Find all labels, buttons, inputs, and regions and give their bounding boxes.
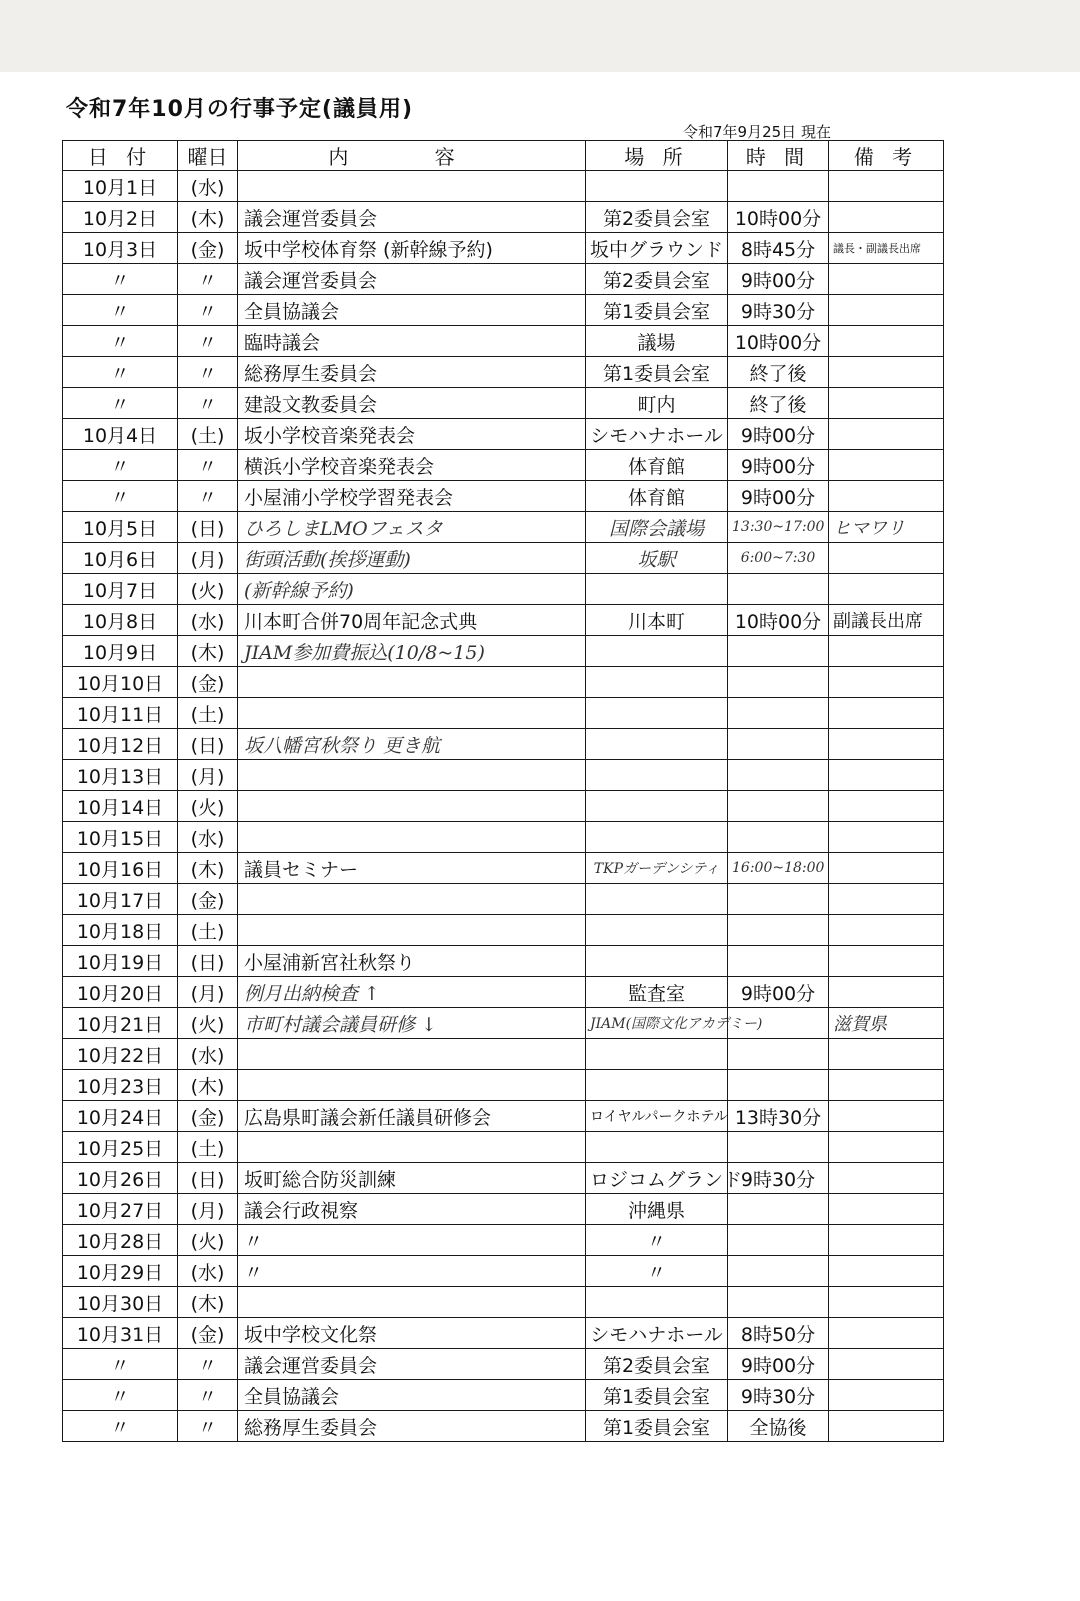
cell-day: (金) — [178, 233, 238, 264]
cell-content: 〃 — [238, 1256, 586, 1287]
cell-content — [238, 822, 586, 853]
cell-content: 街頭活動(挨拶運動) — [238, 543, 586, 574]
column-header-time: 時 間 — [728, 141, 829, 171]
cell-place: 第1委員会室 — [586, 1380, 728, 1411]
cell-day: 〃 — [178, 481, 238, 512]
cell-content: 広島県町議会新任議員研修会 — [238, 1101, 586, 1132]
table-row — [63, 760, 944, 791]
cell-content: 小屋浦小学校学習発表会 — [238, 481, 586, 512]
cell-place: 第2委員会室 — [586, 264, 728, 295]
cell-day: (木) — [178, 1287, 238, 1318]
cell-content: 小屋浦新宮社秋祭り — [238, 946, 586, 977]
cell-time: 9時30分 — [728, 1380, 829, 1411]
cell-time — [728, 1070, 829, 1101]
header-row — [63, 141, 944, 171]
table-row — [63, 1411, 944, 1442]
cell-day: (火) — [178, 1225, 238, 1256]
table-row — [63, 853, 944, 884]
table-row — [63, 512, 944, 543]
table-row — [63, 915, 944, 946]
cell-time — [728, 171, 829, 202]
cell-date: 10月8日 — [63, 605, 178, 636]
cell-place: TKPガーデンシティ — [586, 853, 728, 884]
cell-date: 10月10日 — [63, 667, 178, 698]
schedule-body — [63, 171, 944, 1442]
cell-date: 10月26日 — [63, 1163, 178, 1194]
cell-date: 10月23日 — [63, 1070, 178, 1101]
cell-place: 第1委員会室 — [586, 357, 728, 388]
table-row — [63, 1039, 944, 1070]
cell-day: (日) — [178, 1163, 238, 1194]
cell-time — [728, 1194, 829, 1225]
cell-content — [238, 760, 586, 791]
cell-place — [586, 1287, 728, 1318]
cell-content: 総務厚生委員会 — [238, 357, 586, 388]
table-row — [63, 729, 944, 760]
cell-note — [829, 1411, 944, 1442]
cell-note — [829, 1318, 944, 1349]
cell-note — [829, 1349, 944, 1380]
cell-day: (金) — [178, 884, 238, 915]
cell-place: ロイヤルパークホテル — [586, 1101, 728, 1132]
cell-content: 全員協議会 — [238, 295, 586, 326]
cell-date: 10月21日 — [63, 1008, 178, 1039]
cell-place: 体育館 — [586, 481, 728, 512]
cell-date: 10月15日 — [63, 822, 178, 853]
cell-date: 〃 — [63, 1349, 178, 1380]
cell-place — [586, 791, 728, 822]
cell-day: (日) — [178, 946, 238, 977]
cell-day: 〃 — [178, 357, 238, 388]
table-row — [63, 326, 944, 357]
cell-date: 10月3日 — [63, 233, 178, 264]
cell-content: 坂町総合防災訓練 — [238, 1163, 586, 1194]
cell-day: (土) — [178, 1132, 238, 1163]
cell-date: 10月22日 — [63, 1039, 178, 1070]
cell-content — [238, 791, 586, 822]
cell-time: 6:00~7:30 — [728, 543, 829, 574]
cell-day: (日) — [178, 729, 238, 760]
cell-day: (木) — [178, 636, 238, 667]
table-row — [63, 481, 944, 512]
table-row — [63, 543, 944, 574]
column-header-day: 曜日 — [178, 141, 238, 171]
cell-note — [829, 853, 944, 884]
table-row — [63, 1349, 944, 1380]
cell-note: ヒマワリ — [829, 512, 944, 543]
cell-content: 横浜小学校音楽発表会 — [238, 450, 586, 481]
cell-content: 坂小学校音楽発表会 — [238, 419, 586, 450]
table-row — [63, 605, 944, 636]
cell-note — [829, 171, 944, 202]
cell-note — [829, 977, 944, 1008]
cell-note — [829, 636, 944, 667]
cell-day: 〃 — [178, 264, 238, 295]
table-row — [63, 419, 944, 450]
table-row — [63, 1380, 944, 1411]
table-row — [63, 295, 944, 326]
cell-content — [238, 1070, 586, 1101]
cell-time — [728, 915, 829, 946]
table-row — [63, 977, 944, 1008]
cell-content — [238, 171, 586, 202]
cell-time: 10時00分 — [728, 202, 829, 233]
cell-date: 10月19日 — [63, 946, 178, 977]
cell-note — [829, 1225, 944, 1256]
cell-day: (土) — [178, 698, 238, 729]
cell-place: シモハナホール — [586, 1318, 728, 1349]
cell-place: シモハナホール — [586, 419, 728, 450]
cell-place — [586, 667, 728, 698]
cell-date: 10月1日 — [63, 171, 178, 202]
cell-date: 10月31日 — [63, 1318, 178, 1349]
cell-note: 議長・副議長出席 — [829, 233, 944, 264]
cell-time — [728, 636, 829, 667]
cell-note — [829, 1070, 944, 1101]
cell-time — [728, 1256, 829, 1287]
cell-note — [829, 357, 944, 388]
table-row — [63, 884, 944, 915]
cell-note — [829, 202, 944, 233]
cell-time: 13:30~17:00 — [728, 512, 829, 543]
cell-place — [586, 1039, 728, 1070]
cell-day: (水) — [178, 1256, 238, 1287]
cell-date: 〃 — [63, 481, 178, 512]
cell-day: (木) — [178, 853, 238, 884]
cell-day: (日) — [178, 512, 238, 543]
cell-content: 建設文教委員会 — [238, 388, 586, 419]
cell-day: (木) — [178, 202, 238, 233]
cell-date: 〃 — [63, 326, 178, 357]
table-row — [63, 171, 944, 202]
cell-date: 10月12日 — [63, 729, 178, 760]
cell-content — [238, 1039, 586, 1070]
cell-date: 10月11日 — [63, 698, 178, 729]
cell-date: 10月13日 — [63, 760, 178, 791]
cell-day: 〃 — [178, 450, 238, 481]
cell-content: 議会運営委員会 — [238, 202, 586, 233]
cell-day: (火) — [178, 574, 238, 605]
table-row — [63, 1132, 944, 1163]
cell-content: 川本町合併70周年記念式典 — [238, 605, 586, 636]
cell-day: (月) — [178, 760, 238, 791]
cell-content: 坂中学校体育祭 (新幹線予約) — [238, 233, 586, 264]
cell-day: (水) — [178, 171, 238, 202]
table-row — [63, 450, 944, 481]
cell-time: 10時00分 — [728, 326, 829, 357]
cell-place: 〃 — [586, 1256, 728, 1287]
cell-note — [829, 946, 944, 977]
cell-day: 〃 — [178, 1411, 238, 1442]
cell-note — [829, 1380, 944, 1411]
column-header-place: 場 所 — [586, 141, 728, 171]
document-title: 令和7年10月の行事予定(議員用) — [66, 97, 414, 122]
cell-day: (木) — [178, 1070, 238, 1101]
cell-date: 10月17日 — [63, 884, 178, 915]
cell-content — [238, 1132, 586, 1163]
cell-content — [238, 915, 586, 946]
cell-time: 8時45分 — [728, 233, 829, 264]
cell-day: (火) — [178, 791, 238, 822]
table-row — [63, 667, 944, 698]
cell-place: 〃 — [586, 1225, 728, 1256]
cell-time: 9時00分 — [728, 977, 829, 1008]
table-row — [63, 822, 944, 853]
cell-time: 9時00分 — [728, 419, 829, 450]
table-row — [63, 791, 944, 822]
cell-place — [586, 1070, 728, 1101]
cell-day: (金) — [178, 1318, 238, 1349]
table-row — [63, 946, 944, 977]
cell-note — [829, 388, 944, 419]
cell-content: 総務厚生委員会 — [238, 1411, 586, 1442]
cell-day: (水) — [178, 822, 238, 853]
cell-date: 〃 — [63, 357, 178, 388]
cell-place — [586, 636, 728, 667]
cell-note — [829, 667, 944, 698]
table-row — [63, 202, 944, 233]
cell-note — [829, 791, 944, 822]
cell-note: 滋賀県 — [829, 1008, 944, 1039]
cell-content: ひろしまLMOフェスタ — [238, 512, 586, 543]
cell-time — [728, 1039, 829, 1070]
cell-place — [586, 574, 728, 605]
cell-place: 沖縄県 — [586, 1194, 728, 1225]
cell-day: (水) — [178, 605, 238, 636]
cell-date: 10月7日 — [63, 574, 178, 605]
cell-time — [728, 574, 829, 605]
cell-place: 町内 — [586, 388, 728, 419]
cell-place — [586, 760, 728, 791]
table-row — [63, 233, 944, 264]
cell-date: 10月2日 — [63, 202, 178, 233]
cell-note — [829, 1194, 944, 1225]
cell-content: 全員協議会 — [238, 1380, 586, 1411]
cell-place: 第2委員会室 — [586, 1349, 728, 1380]
cell-place — [586, 946, 728, 977]
cell-note — [829, 481, 944, 512]
cell-time: 9時00分 — [728, 450, 829, 481]
table-row — [63, 357, 944, 388]
cell-day: (月) — [178, 1194, 238, 1225]
cell-time — [728, 1287, 829, 1318]
cell-content: (新幹線予約) — [238, 574, 586, 605]
cell-date: 10月4日 — [63, 419, 178, 450]
table-row — [63, 388, 944, 419]
cell-date: 10月25日 — [63, 1132, 178, 1163]
cell-date: 10月24日 — [63, 1101, 178, 1132]
cell-date: 10月9日 — [63, 636, 178, 667]
cell-time: 10時00分 — [728, 605, 829, 636]
cell-content: JIAM参加費振込(10/8~15) — [238, 636, 586, 667]
table-row — [63, 1225, 944, 1256]
cell-date: 10月27日 — [63, 1194, 178, 1225]
column-header-note: 備 考 — [829, 141, 944, 171]
cell-date: 10月5日 — [63, 512, 178, 543]
table-row — [63, 574, 944, 605]
cell-time — [728, 760, 829, 791]
cell-date: 〃 — [63, 264, 178, 295]
cell-content — [238, 884, 586, 915]
cell-time: 9時00分 — [728, 264, 829, 295]
table-row — [63, 1163, 944, 1194]
cell-day: (金) — [178, 667, 238, 698]
cell-place: 国際会議場 — [586, 512, 728, 543]
cell-day: 〃 — [178, 295, 238, 326]
cell-content: 臨時議会 — [238, 326, 586, 357]
cell-note — [829, 450, 944, 481]
table-row — [63, 698, 944, 729]
cell-content — [238, 698, 586, 729]
cell-note — [829, 326, 944, 357]
cell-content — [238, 1287, 586, 1318]
cell-note — [829, 1039, 944, 1070]
cell-time: 8時50分 — [728, 1318, 829, 1349]
cell-time — [728, 791, 829, 822]
cell-time — [728, 884, 829, 915]
cell-place: 坂駅 — [586, 543, 728, 574]
table-row — [63, 1070, 944, 1101]
cell-place: 監査室 — [586, 977, 728, 1008]
cell-date: 10月20日 — [63, 977, 178, 1008]
cell-time: 終了後 — [728, 388, 829, 419]
cell-date: 〃 — [63, 388, 178, 419]
cell-place — [586, 915, 728, 946]
cell-place — [586, 884, 728, 915]
table-row — [63, 1194, 944, 1225]
cell-day: (水) — [178, 1039, 238, 1070]
cell-place: 第1委員会室 — [586, 1411, 728, 1442]
cell-place — [586, 171, 728, 202]
cell-note — [829, 1163, 944, 1194]
cell-time — [728, 1225, 829, 1256]
cell-time — [728, 822, 829, 853]
cell-place — [586, 729, 728, 760]
cell-day: (月) — [178, 977, 238, 1008]
table-row — [63, 1101, 944, 1132]
cell-place: ロジコムグランド — [586, 1163, 728, 1194]
cell-time — [728, 729, 829, 760]
cell-note — [829, 419, 944, 450]
cell-place — [586, 698, 728, 729]
cell-content: 議員セミナー — [238, 853, 586, 884]
cell-date: 〃 — [63, 295, 178, 326]
cell-time: 9時30分 — [728, 1163, 829, 1194]
cell-time — [728, 667, 829, 698]
cell-place: JIAM(国際文化アカデミー) — [586, 1008, 728, 1039]
cell-content: 議会運営委員会 — [238, 264, 586, 295]
cell-note — [829, 884, 944, 915]
cell-note — [829, 760, 944, 791]
cell-time: 9時00分 — [728, 1349, 829, 1380]
cell-note — [829, 574, 944, 605]
cell-note — [829, 543, 944, 574]
cell-date: 10月28日 — [63, 1225, 178, 1256]
cell-date: 10月30日 — [63, 1287, 178, 1318]
cell-content: 例月出納検査 ↑ — [238, 977, 586, 1008]
table-row — [63, 1256, 944, 1287]
cell-time — [728, 698, 829, 729]
cell-time: 全協後 — [728, 1411, 829, 1442]
cell-day: 〃 — [178, 1380, 238, 1411]
cell-date: 〃 — [63, 1411, 178, 1442]
table-row — [63, 636, 944, 667]
cell-day: (金) — [178, 1101, 238, 1132]
cell-place: 第1委員会室 — [586, 295, 728, 326]
cell-day: (火) — [178, 1008, 238, 1039]
table-row — [63, 1318, 944, 1349]
cell-note — [829, 698, 944, 729]
cell-note — [829, 264, 944, 295]
cell-note — [829, 1132, 944, 1163]
cell-note — [829, 295, 944, 326]
column-header-content: 内 容 — [238, 141, 586, 171]
cell-content: 坂中学校文化祭 — [238, 1318, 586, 1349]
cell-day: 〃 — [178, 388, 238, 419]
cell-date: 10月14日 — [63, 791, 178, 822]
cell-day: (土) — [178, 419, 238, 450]
cell-content: 議会運営委員会 — [238, 1349, 586, 1380]
cell-time: 9時00分 — [728, 481, 829, 512]
cell-time — [728, 946, 829, 977]
cell-note — [829, 1256, 944, 1287]
cell-note — [829, 729, 944, 760]
cell-day: 〃 — [178, 1349, 238, 1380]
cell-place: 第2委員会室 — [586, 202, 728, 233]
table-row — [63, 1008, 944, 1039]
cell-note: 副議長出席 — [829, 605, 944, 636]
cell-place — [586, 1132, 728, 1163]
cell-note — [829, 915, 944, 946]
cell-day: 〃 — [178, 326, 238, 357]
cell-place — [586, 822, 728, 853]
schedule-table — [62, 140, 944, 1442]
cell-content — [238, 667, 586, 698]
cell-place: 議場 — [586, 326, 728, 357]
cell-content: 〃 — [238, 1225, 586, 1256]
cell-note — [829, 822, 944, 853]
cell-time — [728, 1132, 829, 1163]
cell-date: 10月16日 — [63, 853, 178, 884]
table-row — [63, 264, 944, 295]
cell-date: 10月29日 — [63, 1256, 178, 1287]
table-row — [63, 1287, 944, 1318]
cell-time: 終了後 — [728, 357, 829, 388]
column-header-date: 日 付 — [63, 141, 178, 171]
cell-time: 9時30分 — [728, 295, 829, 326]
cell-time: 16:00~18:00 — [728, 853, 829, 884]
cell-day: (土) — [178, 915, 238, 946]
cell-date: 10月18日 — [63, 915, 178, 946]
cell-date: 10月6日 — [63, 543, 178, 574]
cell-note — [829, 1101, 944, 1132]
cell-date: 〃 — [63, 1380, 178, 1411]
cell-place: 川本町 — [586, 605, 728, 636]
cell-content: 市町村議会議員研修 ↓ — [238, 1008, 586, 1039]
cell-time: 13時30分 — [728, 1101, 829, 1132]
cell-date: 〃 — [63, 450, 178, 481]
cell-day: (月) — [178, 543, 238, 574]
as-of-date: 令和7年9月25日 現在 — [683, 123, 831, 141]
cell-content: 坂八幡宮秋祭り 更き航 — [238, 729, 586, 760]
cell-place: 坂中グラウンド — [586, 233, 728, 264]
cell-note — [829, 1287, 944, 1318]
cell-place: 体育館 — [586, 450, 728, 481]
cell-content: 議会行政視察 — [238, 1194, 586, 1225]
